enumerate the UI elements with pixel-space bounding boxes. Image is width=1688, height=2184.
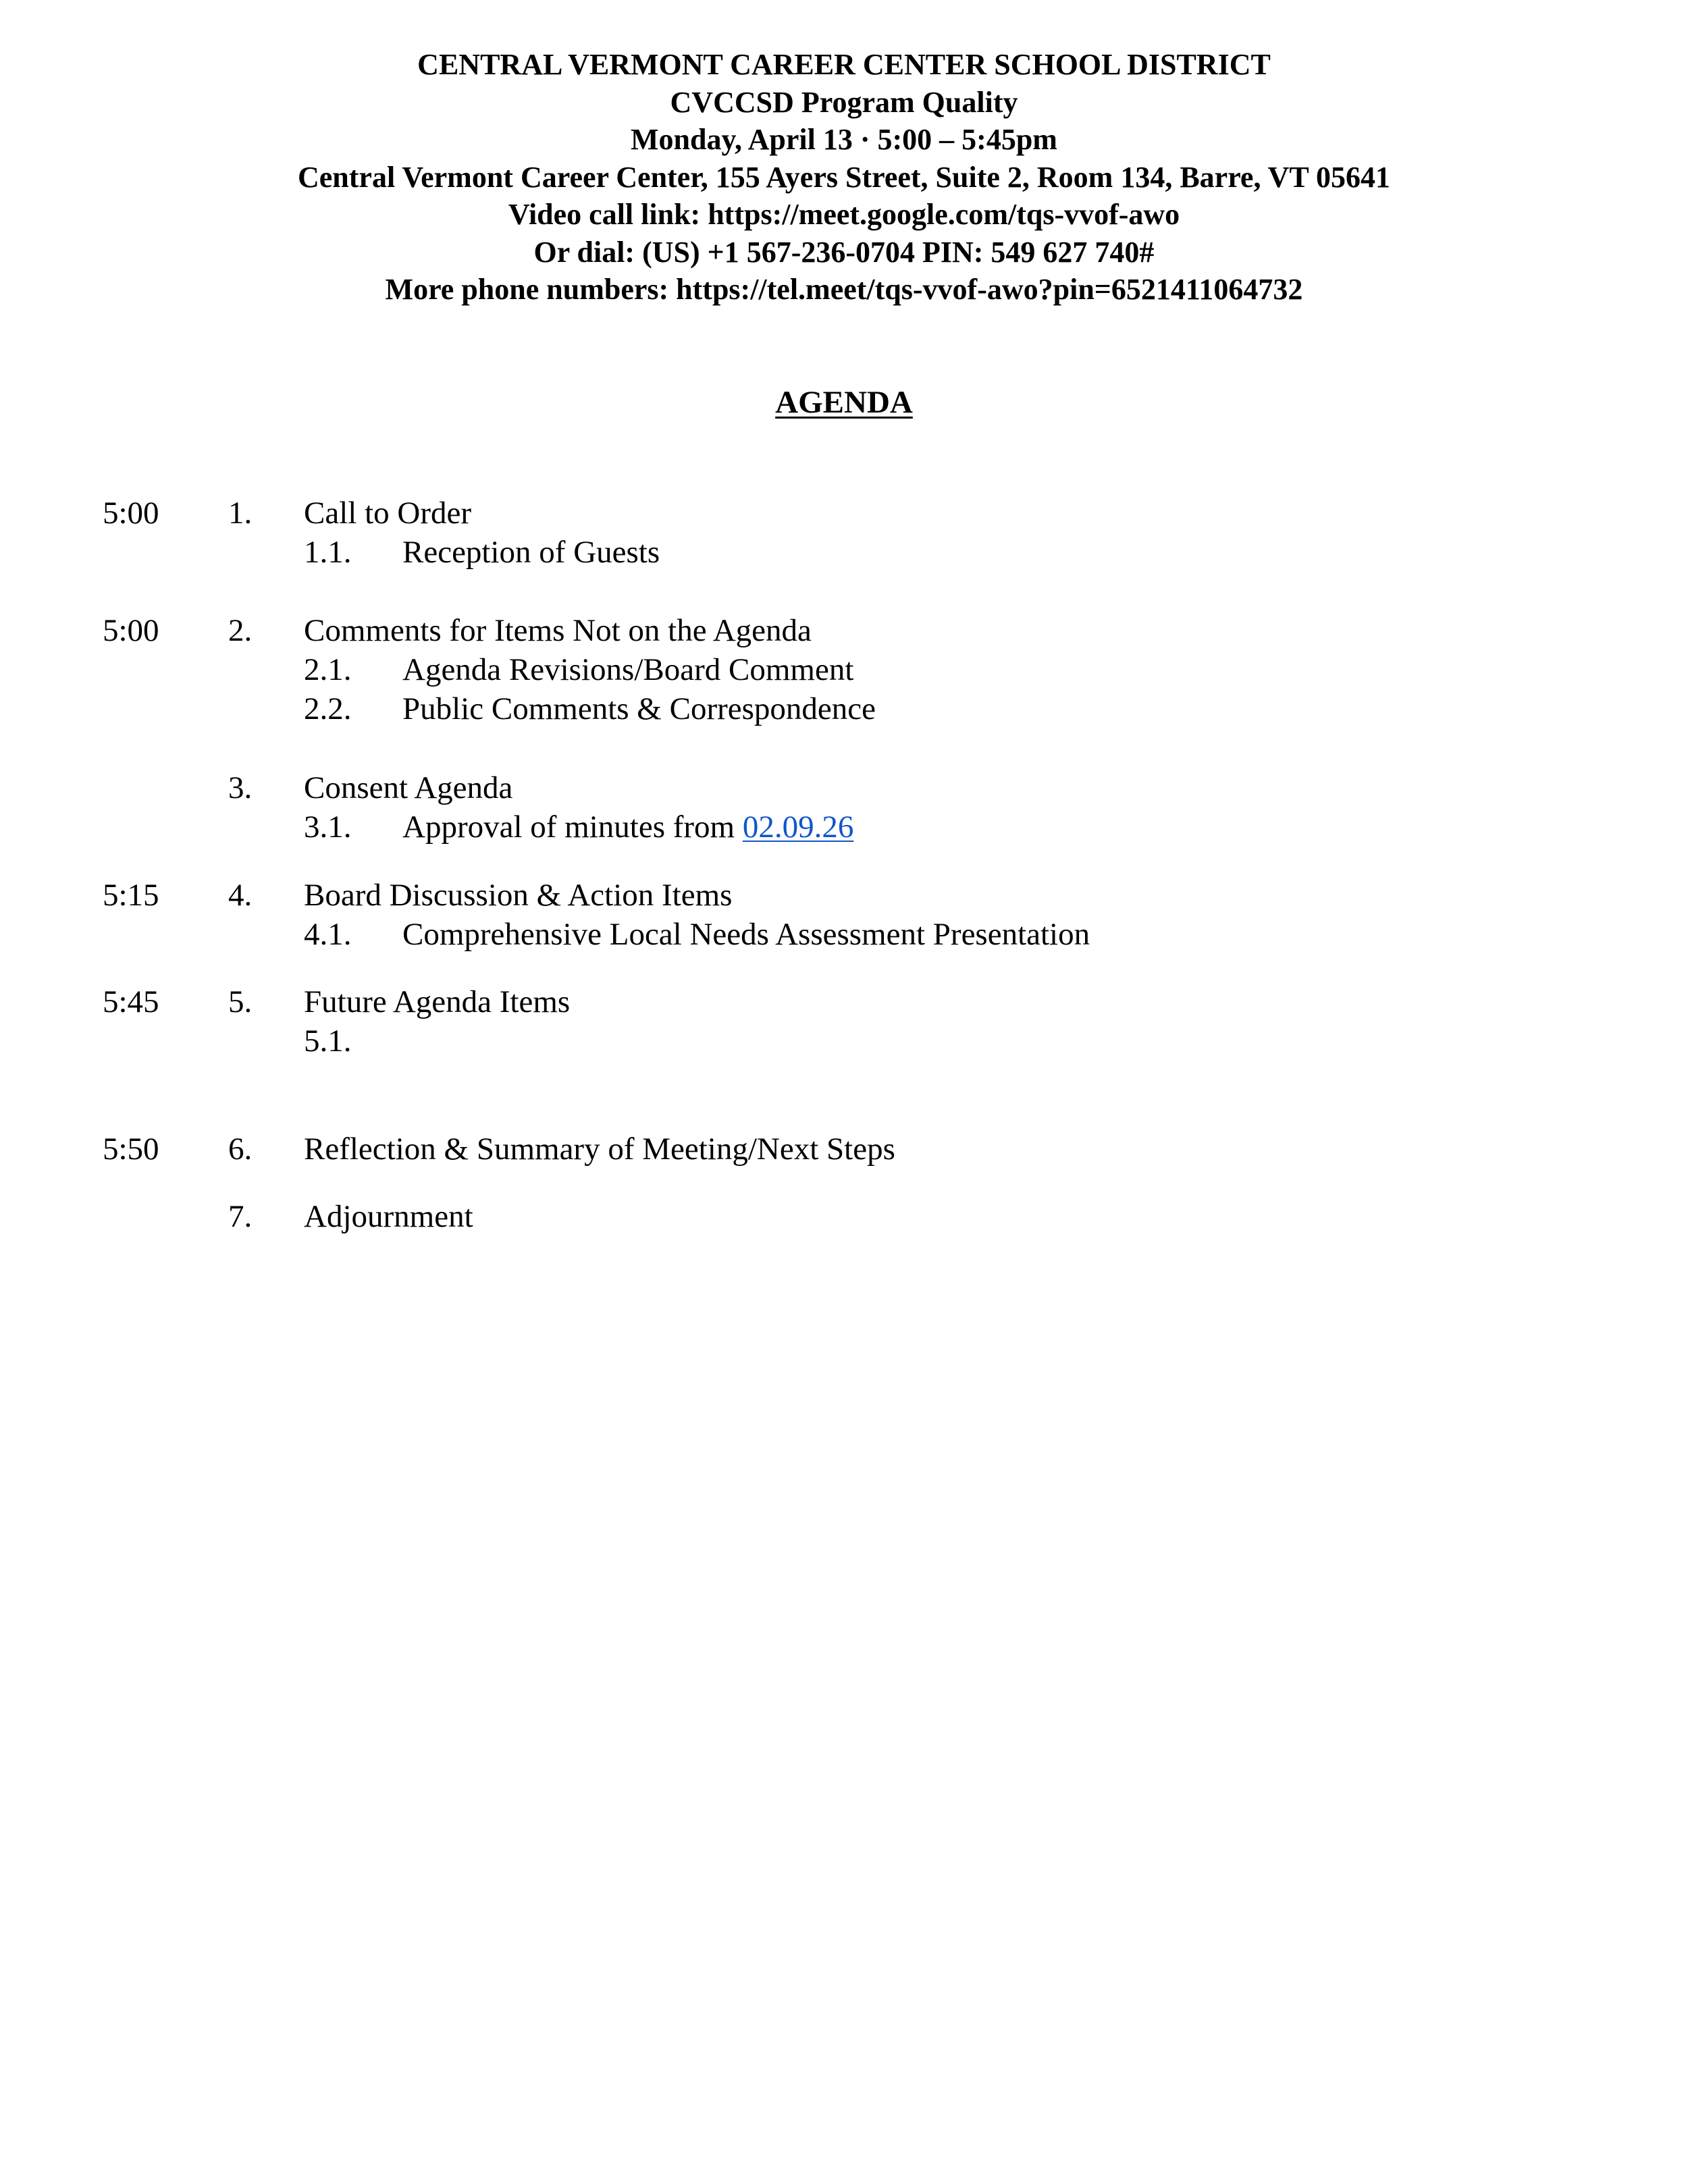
subitem-title: Public Comments & Correspondence (402, 691, 876, 726)
item-time: 5:45 (103, 984, 159, 1019)
subitem-title: Reception of Guests (402, 535, 660, 570)
agenda-subitem-2-1 (0, 650, 1688, 689)
subitem-number: 2.2. (304, 691, 352, 726)
subitem-title: Comprehensive Local Needs Assessment Presentation (402, 917, 1090, 952)
item-title: Adjournment (304, 1199, 473, 1234)
agenda-subitem-2-2 (0, 689, 1688, 728)
meeting-location: Central Vermont Career Center, 155 Ayers Street, Suite 2, Room 134, Barre, VT 05641 (298, 160, 1390, 194)
item-title: Board Discussion & Action Items (304, 878, 733, 913)
document-header (0, 46, 1688, 309)
agenda-item-4 (0, 876, 1688, 915)
dial-in-info: Or dial: (US) +1 567-236-0704 PIN: 549 627 740# (533, 235, 1155, 269)
item-title: Comments for Items Not on the Agenda (304, 613, 812, 648)
subitem-title: Agenda Revisions/Board Comment (402, 652, 854, 687)
item-title: Call to Order (304, 496, 471, 531)
item-title: Reflection & Summary of Meeting/Next Steps (304, 1131, 895, 1167)
agenda-subitem-5-1 (0, 1021, 1688, 1061)
agenda-item-3 (0, 768, 1688, 807)
agenda-item-5 (0, 982, 1688, 1021)
agenda-subitem-1-1 (0, 533, 1688, 572)
item-number: 6. (228, 1131, 253, 1167)
item-title: Future Agenda Items (304, 984, 571, 1019)
item-number: 5. (228, 984, 253, 1019)
subitem-number: 4.1. (304, 917, 352, 952)
minutes-link[interactable]: 02.09.26 (742, 809, 854, 845)
agenda-title: AGENDA (775, 385, 913, 420)
subitem-number: 5.1. (304, 1023, 352, 1059)
agenda-item-2 (0, 611, 1688, 650)
item-number: 4. (228, 878, 253, 913)
agenda-subitem-4-1 (0, 915, 1688, 954)
subitem-number: 2.1. (304, 652, 352, 687)
subitem-text: Approval of minutes from (402, 809, 743, 845)
item-number: 7. (228, 1199, 253, 1234)
subitem-number: 1.1. (304, 535, 352, 570)
district-name: CENTRAL VERMONT CAREER CENTER SCHOOL DISTRICT (417, 48, 1271, 81)
agenda-subitem-3-1 (0, 807, 1688, 847)
agenda-item-7 (0, 1197, 1688, 1236)
subitem-number: 3.1. (304, 809, 352, 845)
committee-name: CVCCSD Program Quality (670, 85, 1018, 119)
item-time: 5:15 (103, 878, 159, 913)
item-number: 3. (228, 770, 253, 805)
item-time: 5:00 (103, 496, 159, 531)
item-time: 5:50 (103, 1131, 159, 1167)
video-call-link: Video call link: https://meet.google.com/tqs-vvof-awo (508, 198, 1180, 231)
more-phone-numbers: More phone numbers: https://tel.meet/tqs-vvof-awo?pin=6521411064732 (385, 273, 1303, 306)
agenda-item-1 (0, 494, 1688, 533)
meeting-datetime: Monday, April 13 · 5:00 – 5:45pm (631, 123, 1057, 156)
agenda-item-6 (0, 1129, 1688, 1169)
item-time: 5:00 (103, 613, 159, 648)
item-number: 2. (228, 613, 253, 648)
item-number: 1. (228, 496, 253, 531)
item-title: Consent Agenda (304, 770, 513, 805)
subitem-title (402, 807, 853, 847)
